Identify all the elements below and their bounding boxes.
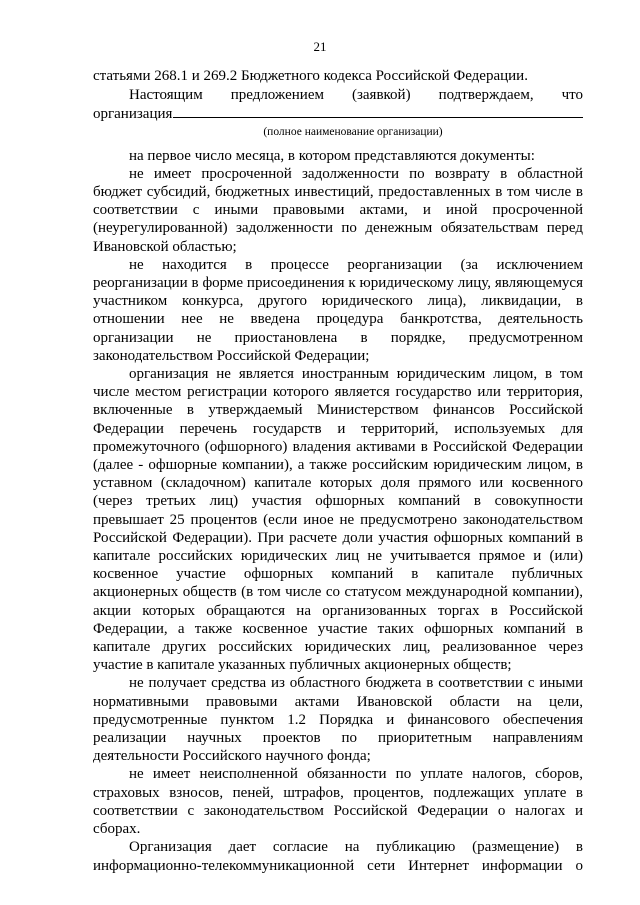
page-number: 21 (313, 39, 327, 54)
confirm-word: Настоящим (129, 87, 203, 104)
organization-line (93, 104, 583, 122)
consent-paragraph: Организация дает согласие на публикацию (размещение) в информационно-телекоммуникационной сети Интернет информации о (93, 839, 583, 874)
document-body (93, 67, 583, 875)
date-clause: на первое число месяца, в котором представляются документы: (129, 147, 535, 164)
confirmation-line (93, 86, 583, 104)
confirm-word: что (561, 87, 583, 104)
condition-paragraph: не находится в процессе реорганизации (за исключением реорганизации в форме присоединения к юридическому лицу, являющемуся участником конкурса, другого юридического лица), ликвидации, в отношении нее не введена процедура банкротства, деятельность организации не приостановлена в порядке, предусмотренном законодательством Российской Федерации; (93, 256, 583, 364)
organization-note: (полное наименование организации) (263, 125, 443, 138)
continuation-line: статьями 268.1 и 269.2 Бюджетного кодекса Российской Федерации. (93, 68, 528, 84)
confirm-word: предложением (230, 87, 324, 104)
organization-label: организация (93, 106, 173, 123)
organization-name-blank (173, 104, 583, 118)
confirm-word: (заявкой) (351, 87, 411, 104)
condition-paragraph: организация не является иностранным юридическим лицом, в том числе местом регистрации которого является государство или территория, включенные в утверждаемый Министерством финансов Российской Федерации перечень государств и территорий, используемых для промежуточного (офшорного) владения активами в Российской Федерации (далее - офшорные компании), а также российским юридическим лицом, в уставном (складочном) капитале которых доля прямого или косвенного (через третьих лиц) участия офшорных компаний в совокупности превышает 25 процентов (если иное не предусмотрено законодательством Российской Федерации). При расчете доли участия офшорных компаний в капитале российских юридических лиц не учитывается прямое и (или) косвенное участие офшорных компаний в капитале публичных акционерных обществ (в том числе со статусом международной компании), акции которых обращаются на организованных торгах в Российской Федерации, а также косвенное участие таких офшорных компаний в капитале других российских юридических лиц, реализованное через участие в капитале указанных публичных акционерных обществ; (93, 366, 583, 674)
confirm-word: подтверждаем, (438, 87, 534, 104)
condition-paragraph: не имеет неисполненной обязанности по уплате налогов, сборов, страховых взносов, пеней, штрафов, процентов, подлежащих уплате в соответствии с законодательством Российской Федерации о налогах и сборах. (93, 766, 583, 838)
condition-paragraph: не получает средства из областного бюджета в соответствии с иными нормативными правовыми актами Ивановской области на цели, предусмотренные пунктом 1.2 Порядка и финансового обеспечения реализации научных проектов по приоритетным направлениям деятельности Российского научного фонда; (93, 675, 583, 765)
condition-paragraph: не имеет просроченной задолженности по возврату в областной бюджет субсидий, бюджетных инвестиций, предоставленных в том числе в соответствии с иными правовыми актами, и иной просроченной (неурегулированной) задолженности по денежным обязательствам перед Ивановской областью; (93, 165, 583, 255)
